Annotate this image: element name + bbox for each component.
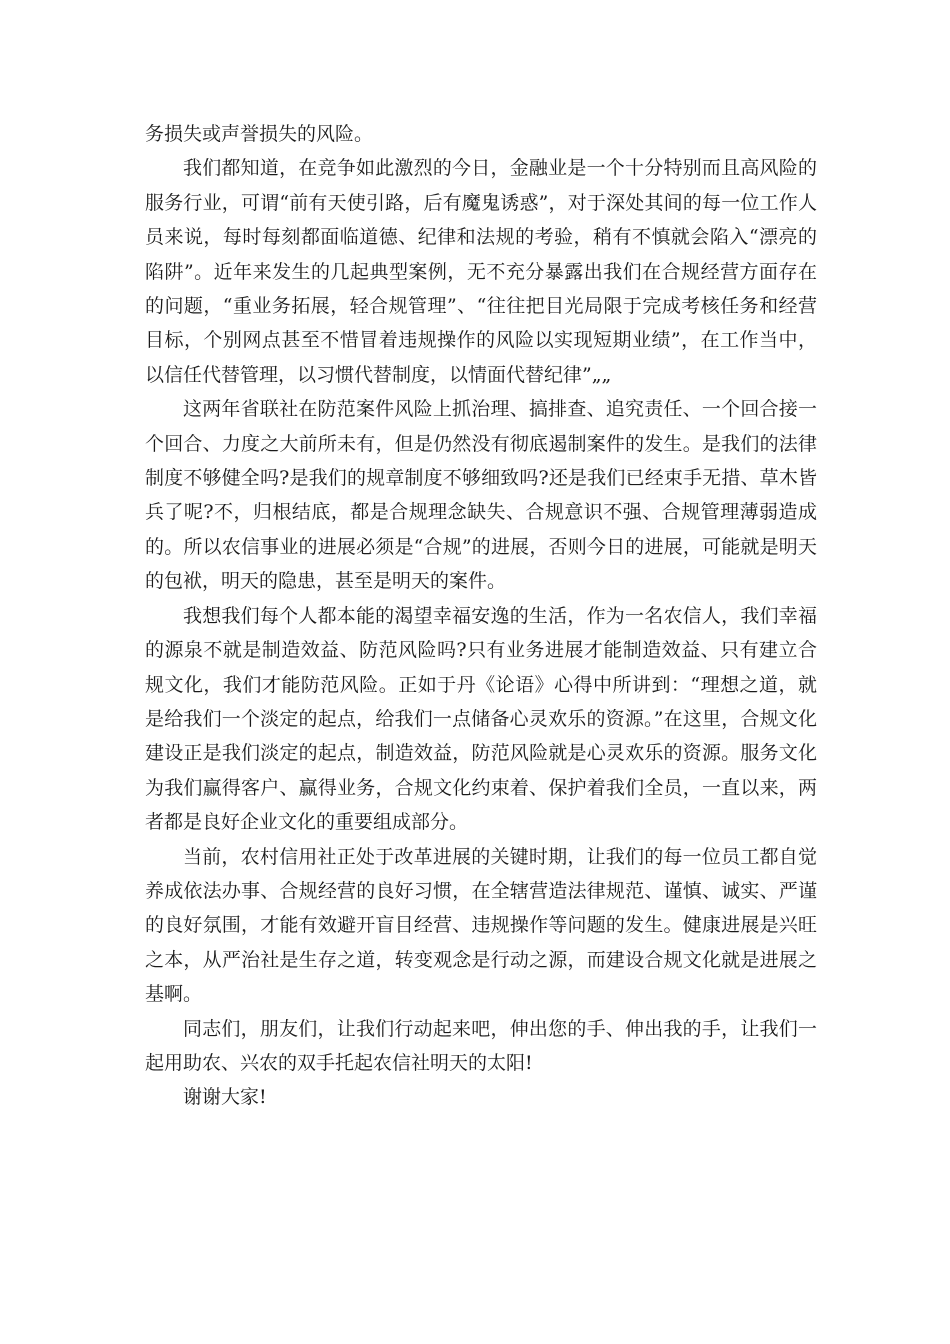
paragraph: 这两年省联社在防范案件风险上抓治理、搞排查、追究责任、一个回合接一个回合、力度之大前所未有，但是仍然没有彻底遏制案件的发生。是我们的法律制度不够健全吗?是我们的规章制度不够细致吗?还是我们已经束手无措、草木皆兵了呢?不，归根结底，都是合规理念缺失、合规意识不强、合规管理薄弱造成的。所以农信事业的进展必须是“合规”的进展，否则今日的进展，可能就是明天的包袱，明天的隐患，甚至是明天的案件。 — [145, 398, 817, 593]
paragraph-continuation: 务损失或声誉损失的风险。 — [145, 123, 374, 145]
paragraph: 当前，农村信用社正处于改革进展的关键时期，让我们的每一位员工都自觉养成依法办事、合规经营的良好习惯，在全辖营造法律规范、谨慎、诚实、严谨的良好氛围，才能有效避开盲目经营、违规操作等问题的发生。健康进展是兴旺之本，从严治社是生存之道，转变观念是行动之源，而建设合规文化就是进展之基啊。 — [145, 845, 817, 1006]
paragraph-closing: 谢谢大家! — [183, 1086, 267, 1109]
paragraph: 同志们，朋友们，让我们行动起来吧，伸出您的手、伸出我的手，让我们一起用助农、兴农的双手托起农信社明天的太阳! — [145, 1017, 817, 1074]
paragraph: 我们都知道，在竞争如此激烈的今日，金融业是一个十分特别而且高风险的服务行业，可谓“前有天使引路，后有魔鬼诱惑”，对于深处其间的每一位工作人员来说，每时每刻都面临道德、纪律和法规的考验，稍有不慎就会陷入“漂亮的陷阱”。近年来发生的几起典型案例，无不充分暴露出我们在合规经营方面存在的问题，“重业务拓展，轻合规管理”、“往往把目光局限于完成考核任务和经营目标，个别网点甚至不惜冒着违规操作的风险以实现短期业绩”，在工作当中，以信任代替管理，以习惯代替制度，以情面代替纪律”„„ — [145, 157, 817, 386]
paragraph: 我想我们每个人都本能的渴望幸福安逸的生活，作为一名农信人，我们幸福的源泉不就是制造效益、防范风险吗?只有业务进展才能制造效益、只有建立合规文化，我们才能防范风险。正如于丹《论语》心得中所讲到：“理想之道，就是给我们一个淡定的起点，给我们一点储备心灵欢乐的资源。”在这里，合规文化建设正是我们淡定的起点，制造效益，防范风险就是心灵欢乐的资源。服务文化为我们赢得客户、赢得业务，合规文化约束着、保护着我们全员，一直以来，两者都是良好企业文化的重要组成部分。 — [145, 604, 817, 834]
document-body — [145, 117, 817, 1115]
